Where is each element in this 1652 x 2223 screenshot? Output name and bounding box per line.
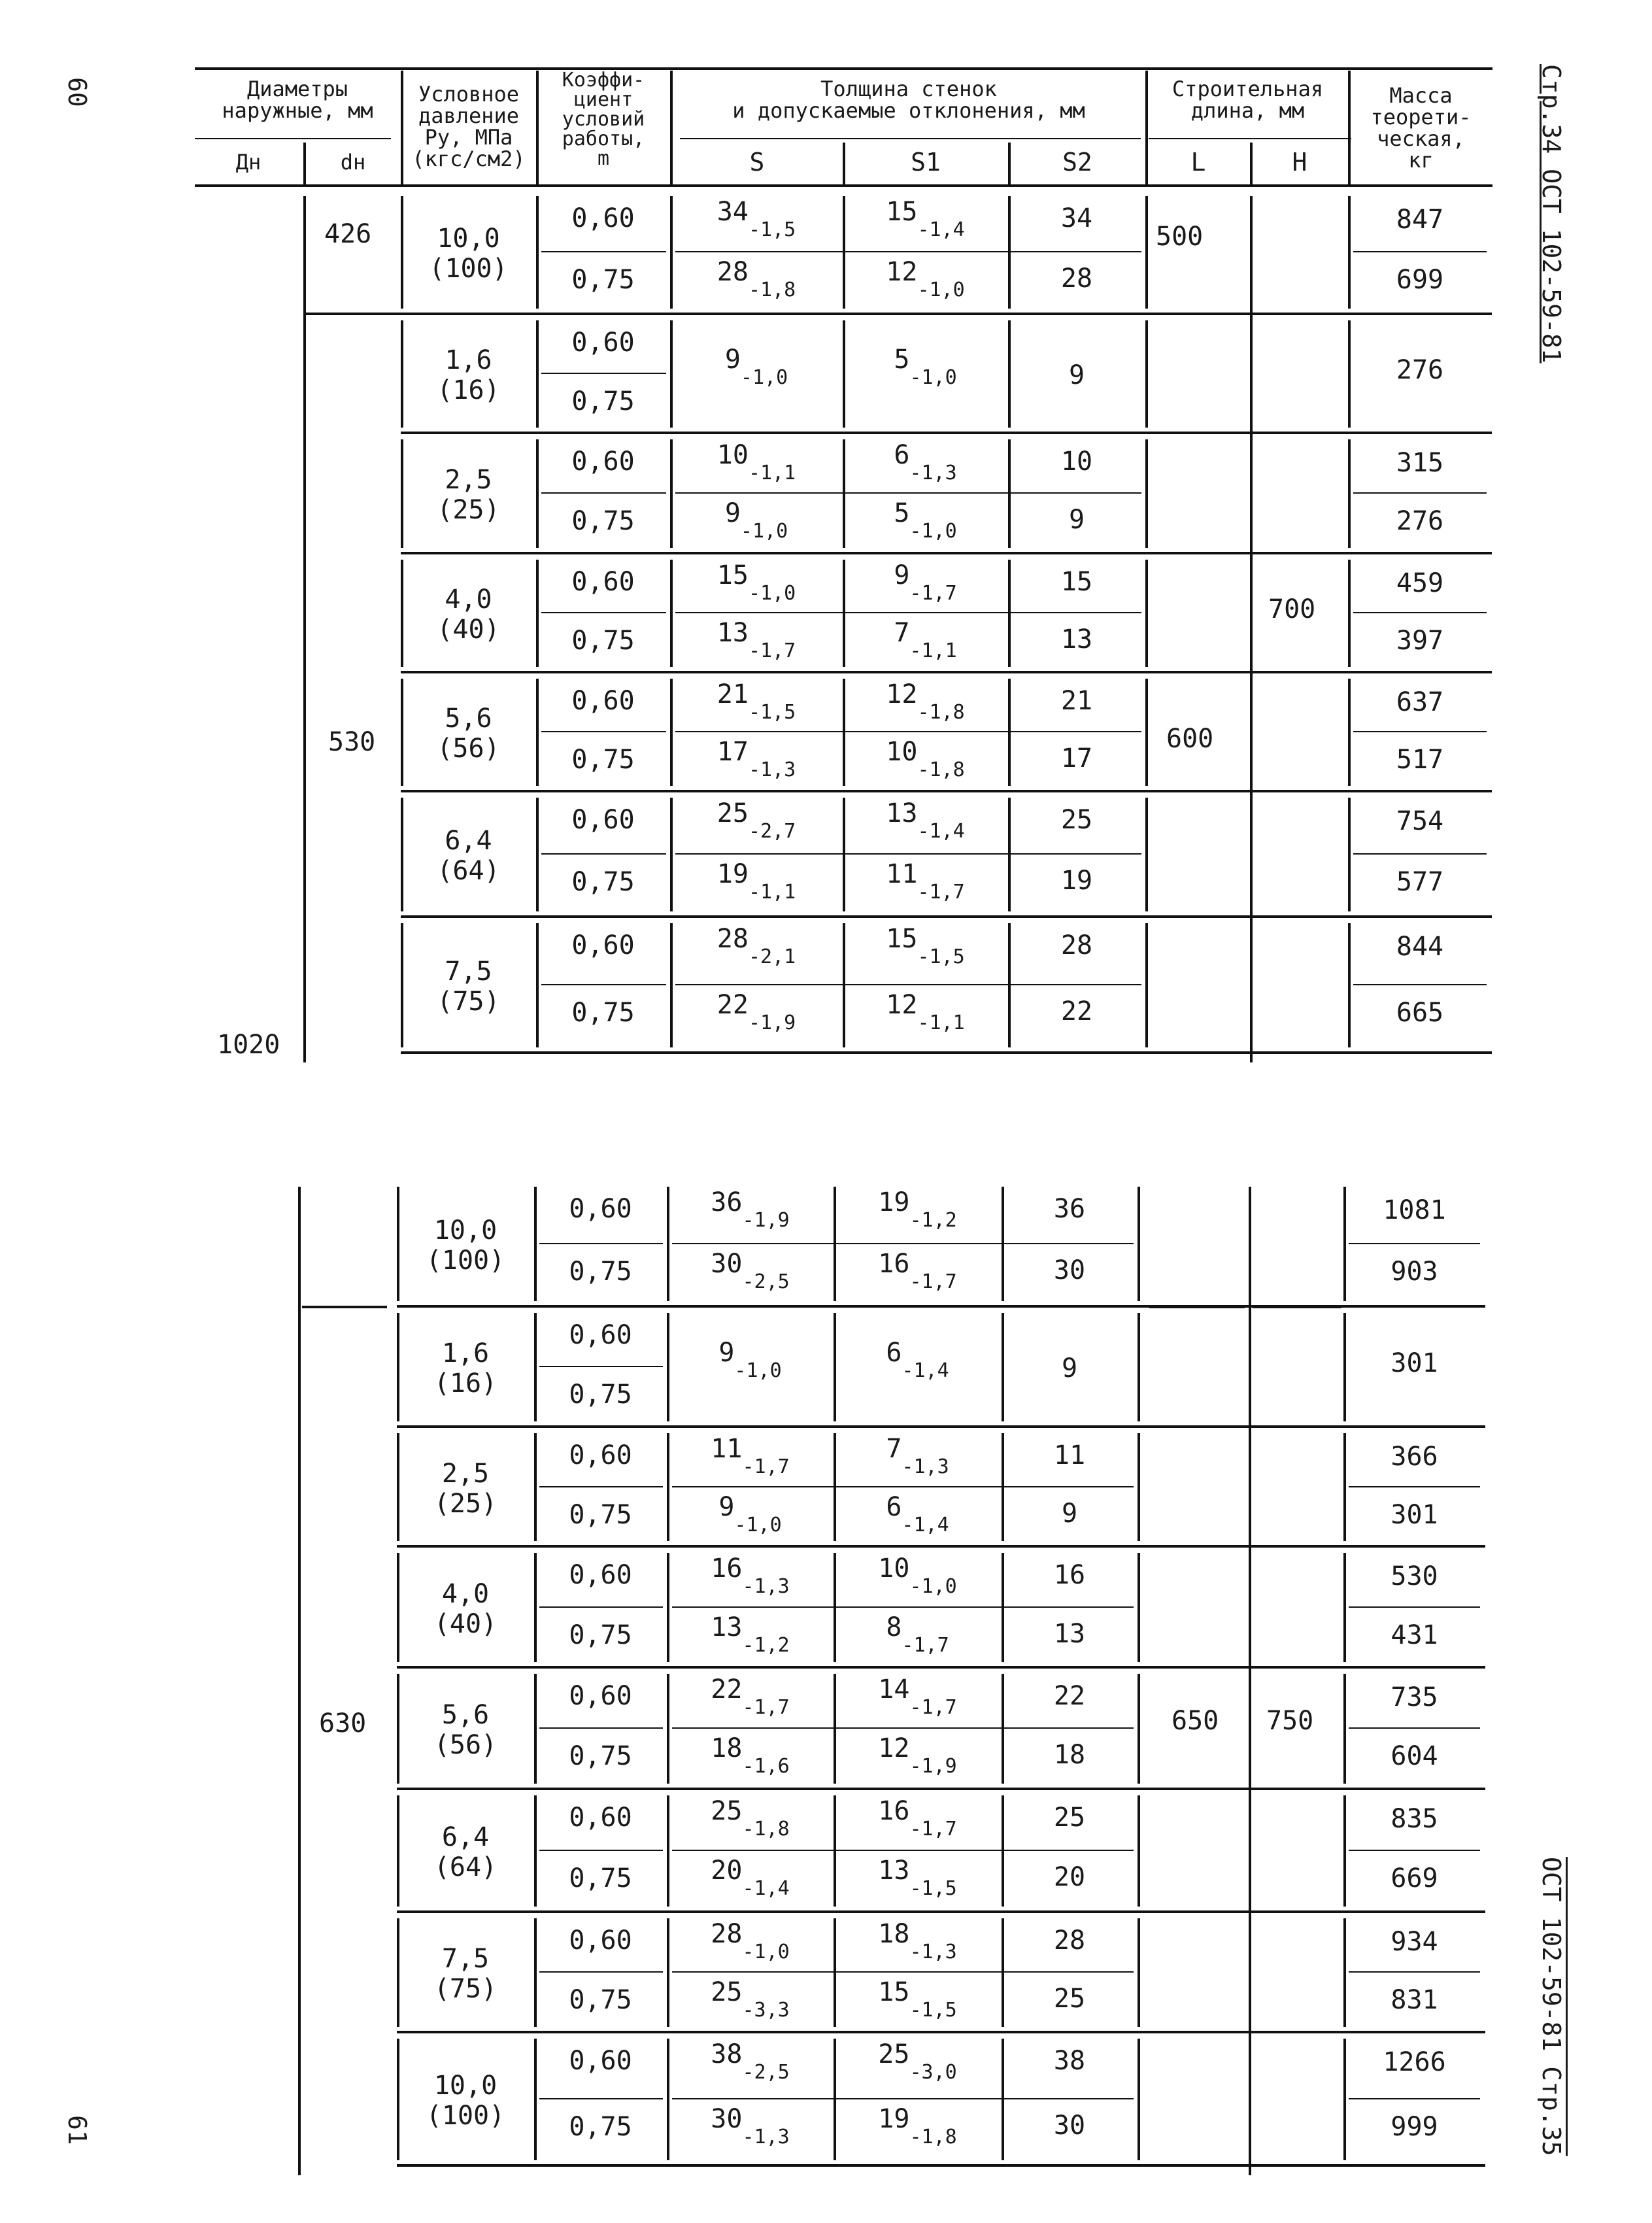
header-h: H bbox=[1292, 148, 1307, 177]
coef-m: 0,75 bbox=[569, 1499, 632, 1530]
pressure-mpa: 6,4 bbox=[445, 826, 492, 856]
pressure-kgf: (64) bbox=[437, 856, 500, 886]
wall-s2: 22 bbox=[1060, 996, 1093, 1027]
header-s2: S2 bbox=[1062, 148, 1092, 177]
length-l-500: 500 bbox=[1156, 222, 1204, 252]
wall-s1: $13_{-1,4}$ bbox=[886, 798, 965, 843]
wall-s2: 28 bbox=[1060, 930, 1093, 960]
dn-small-530: 530 bbox=[328, 727, 376, 757]
pressure-mpa: 10,0 bbox=[433, 2071, 497, 2101]
wall-s: $28_{-2,1}$ bbox=[716, 924, 796, 968]
coef-m: 0,75 bbox=[569, 1863, 632, 1893]
pressure-mpa: 4,0 bbox=[441, 1578, 490, 1609]
header-mass: Масса теорети- ческая, кг bbox=[1370, 83, 1472, 173]
wall-s1: $5_{-1,0}$ bbox=[894, 345, 957, 389]
pressure-cell bbox=[405, 345, 532, 405]
pressure-kgf: (40) bbox=[437, 615, 500, 645]
pressure-cell bbox=[401, 1459, 530, 1519]
coef-m: 0,75 bbox=[569, 1741, 632, 1771]
pressure-mpa: 10,0 bbox=[437, 224, 500, 254]
wall-s2: 38 bbox=[1053, 2046, 1086, 2076]
wall-s1: $16_{-1,7}$ bbox=[878, 1248, 957, 1293]
mass-value: 276 bbox=[1396, 355, 1444, 385]
length-h-700: 700 bbox=[1268, 594, 1316, 624]
wall-s: $30_{-1,3}$ bbox=[711, 2104, 790, 2148]
header-coefficient: Коэффи- циент условий работы, m bbox=[562, 69, 645, 170]
pressure-kgf: (56) bbox=[437, 734, 500, 764]
wall-s: $9_{-1,0}$ bbox=[724, 345, 788, 389]
pressure-mpa: 5,6 bbox=[445, 704, 492, 734]
wall-s: $25_{-3,3}$ bbox=[711, 1977, 790, 2022]
wall-s1: $15_{-1,4}$ bbox=[886, 197, 965, 241]
coef-m: 0,60 bbox=[571, 567, 635, 597]
wall-s2: 13 bbox=[1060, 624, 1093, 654]
pressure-cell bbox=[401, 1215, 530, 1276]
wall-s: $10_{-1,1}$ bbox=[716, 440, 796, 484]
mass-value: 665 bbox=[1396, 998, 1444, 1028]
pressure-kgf: (16) bbox=[437, 375, 500, 405]
mass-value: 397 bbox=[1396, 626, 1444, 656]
coef-m: 0,60 bbox=[571, 686, 635, 716]
mass-value: 637 bbox=[1396, 687, 1444, 717]
wall-s1: $7_{-1,3}$ bbox=[886, 1434, 949, 1478]
pressure-kgf: (75) bbox=[437, 987, 500, 1017]
pressure-cell bbox=[405, 957, 532, 1017]
wall-s1: $12_{-1,8}$ bbox=[886, 679, 965, 724]
wall-s2: 30 bbox=[1053, 2111, 1086, 2141]
wall-s: $38_{-2,5}$ bbox=[711, 2039, 790, 2084]
mass-value: 934 bbox=[1391, 1927, 1438, 1957]
coef-m: 0,75 bbox=[571, 386, 635, 416]
pressure-cell bbox=[401, 2071, 530, 2131]
wall-s2: 15 bbox=[1060, 567, 1093, 597]
pressure-cell bbox=[401, 1944, 530, 2004]
wall-s: $25_{-1,8}$ bbox=[711, 1796, 790, 1841]
wall-s: $16_{-1,3}$ bbox=[711, 1553, 790, 1598]
mass-value: 699 bbox=[1396, 265, 1444, 295]
wall-s: $22_{-1,9}$ bbox=[716, 990, 796, 1034]
pressure-cell bbox=[401, 1338, 530, 1399]
pressure-cell bbox=[405, 585, 532, 645]
coef-m: 0,60 bbox=[569, 1560, 632, 1590]
pressure-kgf: (16) bbox=[433, 1368, 497, 1399]
wall-s1: $5_{-1,0}$ bbox=[894, 498, 957, 543]
wall-s: $9_{-1,0}$ bbox=[718, 1338, 782, 1382]
coef-m: 0,75 bbox=[569, 1256, 632, 1287]
wall-s1: $10_{-1,8}$ bbox=[886, 737, 965, 781]
mass-value: 577 bbox=[1396, 867, 1444, 897]
wall-s1: $10_{-1,0}$ bbox=[878, 1553, 957, 1598]
mass-value: 459 bbox=[1396, 568, 1444, 598]
length-l-600: 600 bbox=[1166, 724, 1214, 754]
mass-value: 301 bbox=[1391, 1348, 1438, 1378]
wall-s1: $11_{-1,7}$ bbox=[886, 859, 965, 904]
mass-value: 1081 bbox=[1383, 1195, 1446, 1225]
wall-s: $30_{-2,5}$ bbox=[711, 1248, 790, 1293]
wall-s2: 10 bbox=[1060, 447, 1093, 477]
length-l-650: 650 bbox=[1172, 1706, 1219, 1736]
dn-small-426: 426 bbox=[324, 219, 372, 249]
pressure-cell bbox=[401, 1700, 530, 1760]
wall-s: $25_{-2,7}$ bbox=[716, 798, 796, 843]
wall-s2: 9 bbox=[1068, 360, 1085, 390]
pressure-cell bbox=[405, 465, 532, 525]
pressure-mpa: 7,5 bbox=[441, 1944, 490, 1974]
coef-m: 0,60 bbox=[569, 1194, 632, 1224]
pressure-cell bbox=[405, 704, 532, 764]
mass-value: 831 bbox=[1391, 1985, 1438, 2015]
wall-s2: 9 bbox=[1061, 1498, 1078, 1529]
header-s: S bbox=[749, 148, 765, 177]
pressure-cell bbox=[401, 1579, 530, 1639]
wall-s: $15_{-1,0}$ bbox=[716, 560, 796, 605]
mass-value: 844 bbox=[1396, 932, 1444, 962]
pressure-kgf: (75) bbox=[433, 1974, 497, 2004]
coef-m: 0,60 bbox=[569, 1681, 632, 1711]
coef-m: 0,60 bbox=[571, 203, 635, 233]
pressure-cell bbox=[405, 224, 532, 284]
coef-m: 0,60 bbox=[571, 930, 635, 960]
wall-s2: 9 bbox=[1068, 505, 1085, 535]
wall-s2: 20 bbox=[1053, 1862, 1086, 1892]
pressure-kgf: (100) bbox=[426, 1245, 505, 1276]
coef-m: 0,75 bbox=[571, 745, 635, 775]
coef-m: 0,75 bbox=[571, 867, 635, 897]
header-s1: S1 bbox=[911, 148, 941, 177]
wall-s1: $15_{-1,5}$ bbox=[886, 924, 965, 968]
wall-s2: 30 bbox=[1053, 1255, 1086, 1285]
wall-s2: 13 bbox=[1053, 1618, 1086, 1649]
wall-s: $17_{-1,3}$ bbox=[716, 737, 796, 781]
wall-s1: $25_{-3,0}$ bbox=[878, 2039, 957, 2084]
wall-s1: $12_{-1,0}$ bbox=[886, 257, 965, 301]
coef-m: 0,60 bbox=[569, 1803, 632, 1833]
pressure-kgf: (56) bbox=[433, 1730, 497, 1760]
pressure-cell bbox=[405, 826, 532, 886]
wall-s: $34_{-1,5}$ bbox=[716, 197, 796, 241]
wall-s: $21_{-1,5}$ bbox=[716, 679, 796, 724]
coef-m: 0,60 bbox=[571, 805, 635, 835]
header-dn-small: dн bbox=[340, 150, 366, 175]
mass-value: 847 bbox=[1396, 205, 1444, 235]
wall-s1: $9_{-1,7}$ bbox=[894, 560, 957, 605]
coef-m: 0,75 bbox=[571, 626, 635, 656]
mass-value: 1266 bbox=[1383, 2047, 1446, 2077]
wall-s2: 18 bbox=[1053, 1740, 1086, 1770]
mass-value: 903 bbox=[1391, 1256, 1438, 1287]
mass-value: 999 bbox=[1391, 2112, 1438, 2142]
mass-value: 301 bbox=[1391, 1499, 1438, 1530]
pressure-cell bbox=[401, 1822, 530, 1882]
wall-s2: 9 bbox=[1061, 1353, 1078, 1383]
wall-s: $36_{-1,9}$ bbox=[711, 1187, 790, 1232]
wall-s2: 25 bbox=[1060, 805, 1093, 835]
side-label-top: Стр.34 ОСТ 102-59-81 bbox=[1537, 64, 1566, 364]
header-l: L bbox=[1190, 148, 1206, 177]
pressure-mpa: 7,5 bbox=[445, 957, 492, 987]
coef-m: 0,75 bbox=[571, 998, 635, 1028]
pressure-mpa: 4,0 bbox=[445, 585, 492, 615]
coef-m: 0,60 bbox=[569, 2046, 632, 2076]
coef-m: 0,60 bbox=[569, 1320, 632, 1350]
coef-m: 0,75 bbox=[569, 1985, 632, 2015]
wall-s: $18_{-1,6}$ bbox=[711, 1733, 790, 1778]
wall-s: $13_{-1,2}$ bbox=[711, 1612, 790, 1657]
mass-value: 604 bbox=[1391, 1741, 1438, 1771]
coef-m: 0,60 bbox=[569, 1926, 632, 1956]
wall-s2: 21 bbox=[1060, 686, 1093, 716]
wall-s2: 34 bbox=[1060, 203, 1093, 233]
wall-s: $9_{-1,0}$ bbox=[724, 498, 788, 543]
wall-s2: 28 bbox=[1060, 263, 1093, 294]
wall-s2: 28 bbox=[1053, 1926, 1086, 1956]
wall-s: $9_{-1,0}$ bbox=[718, 1491, 782, 1536]
wall-s: $28_{-1,0}$ bbox=[711, 1919, 790, 1963]
wall-s: $22_{-1,7}$ bbox=[711, 1674, 790, 1719]
wall-s1: $7_{-1,1}$ bbox=[894, 618, 957, 662]
mass-value: 669 bbox=[1391, 1863, 1438, 1893]
mass-value: 431 bbox=[1391, 1620, 1438, 1650]
coef-m: 0,60 bbox=[569, 1440, 632, 1470]
mass-value: 735 bbox=[1391, 1682, 1438, 1712]
wall-s1: $6_{-1,3}$ bbox=[894, 440, 957, 484]
coef-m: 0,60 bbox=[571, 447, 635, 477]
pressure-kgf: (25) bbox=[433, 1488, 497, 1519]
wall-s2: 19 bbox=[1060, 866, 1093, 896]
mass-value: 517 bbox=[1396, 745, 1444, 775]
pressure-mpa: 5,6 bbox=[441, 1700, 490, 1730]
wall-s: $28_{-1,8}$ bbox=[716, 257, 796, 301]
wall-s2: 17 bbox=[1060, 743, 1093, 773]
wall-s1: $8_{-1,7}$ bbox=[886, 1612, 949, 1657]
dn-value: 1020 bbox=[217, 1030, 280, 1060]
coef-m: 0,75 bbox=[569, 1620, 632, 1650]
wall-s1: $19_{-1,2}$ bbox=[878, 1187, 957, 1232]
dn-small-630: 630 bbox=[319, 1708, 367, 1739]
pressure-mpa: 2,5 bbox=[445, 465, 492, 495]
pressure-kgf: (25) bbox=[437, 495, 500, 525]
mass-value: 754 bbox=[1396, 806, 1444, 836]
pressure-kgf: (64) bbox=[433, 1852, 497, 1882]
wall-s1: $16_{-1,7}$ bbox=[878, 1796, 957, 1841]
mass-value: 835 bbox=[1391, 1804, 1438, 1834]
coef-m: 0,75 bbox=[571, 506, 635, 536]
pressure-mpa: 10,0 bbox=[433, 1215, 497, 1246]
header-pressure: Условное давление Ру, МПа (кгс/см2) bbox=[412, 82, 526, 171]
wall-s1: $15_{-1,5}$ bbox=[878, 1977, 957, 2022]
mass-value: 276 bbox=[1396, 506, 1444, 536]
mass-value: 366 bbox=[1391, 1442, 1438, 1472]
coef-m: 0,60 bbox=[571, 328, 635, 358]
wall-s: $13_{-1,7}$ bbox=[716, 618, 796, 662]
coef-m: 0,75 bbox=[571, 265, 635, 295]
coef-m: 0,75 bbox=[569, 2112, 632, 2142]
mass-value: 530 bbox=[1391, 1561, 1438, 1591]
header-length: Строительная длина, мм bbox=[1172, 76, 1324, 123]
wall-s1: $12_{-1,1}$ bbox=[886, 990, 965, 1034]
pressure-kgf: (40) bbox=[433, 1608, 497, 1639]
wall-s1: $18_{-1,3}$ bbox=[878, 1919, 957, 1963]
side-label-bottom: ОСТ 102-59-81 Стр.35 bbox=[1537, 1857, 1566, 2156]
coef-m: 0,75 bbox=[569, 1380, 632, 1410]
pressure-mpa: 1,6 bbox=[441, 1338, 490, 1368]
wall-s2: 36 bbox=[1053, 1194, 1086, 1224]
wall-s: $19_{-1,1}$ bbox=[716, 859, 796, 904]
wall-s1: $14_{-1,7}$ bbox=[878, 1674, 957, 1719]
wall-s2: 25 bbox=[1053, 1803, 1086, 1833]
wall-s1: $6_{-1,4}$ bbox=[886, 1491, 949, 1536]
header-diameters: Диаметры наружные, мм bbox=[222, 76, 373, 123]
header-wall-thickness: Толщина стенок и допускаемые отклонения, мм bbox=[732, 76, 1085, 123]
wall-s2: 11 bbox=[1053, 1440, 1086, 1470]
pressure-kgf: (100) bbox=[426, 2101, 505, 2131]
wall-s: $11_{-1,7}$ bbox=[711, 1434, 790, 1478]
mass-value: 315 bbox=[1396, 448, 1444, 478]
header-dn: Дн bbox=[235, 150, 261, 175]
wall-s1: $13_{-1,5}$ bbox=[878, 1856, 957, 1900]
pressure-mpa: 6,4 bbox=[441, 1822, 490, 1852]
wall-s2: 25 bbox=[1053, 1984, 1086, 2014]
wall-s: $20_{-1,4}$ bbox=[711, 1856, 790, 1900]
length-h-750: 750 bbox=[1266, 1706, 1314, 1736]
wall-s1: $19_{-1,8}$ bbox=[878, 2104, 957, 2148]
wall-s1: $12_{-1,9}$ bbox=[878, 1733, 957, 1778]
wall-s1: $6_{-1,4}$ bbox=[886, 1338, 949, 1382]
page-number-bottom: 61 bbox=[63, 2115, 92, 2145]
page-number-top: 60 bbox=[63, 77, 92, 107]
wall-s2: 16 bbox=[1053, 1560, 1086, 1590]
pressure-mpa: 2,5 bbox=[441, 1458, 490, 1489]
wall-s2: 22 bbox=[1053, 1681, 1086, 1711]
pressure-kgf: (100) bbox=[429, 254, 508, 284]
pressure-mpa: 1,6 bbox=[445, 345, 492, 375]
